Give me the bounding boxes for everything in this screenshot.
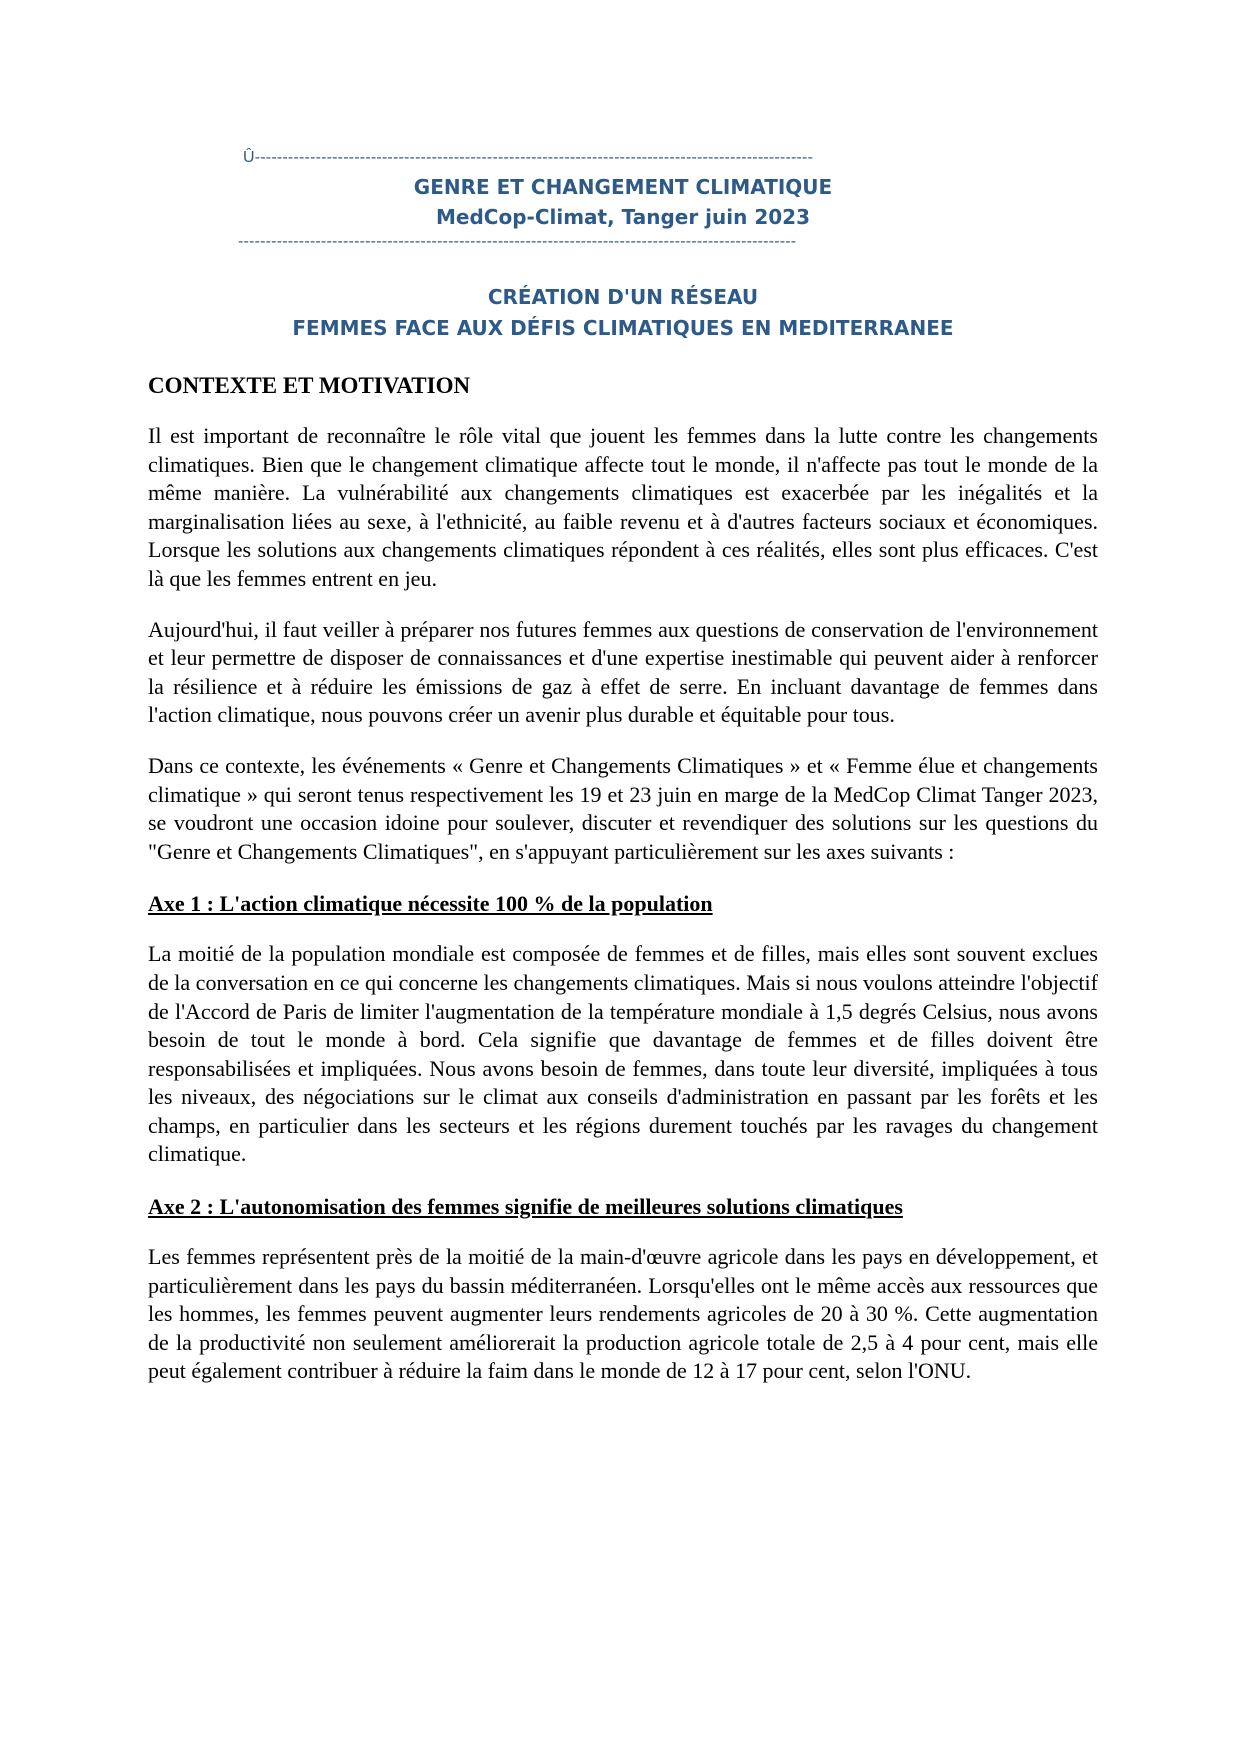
paragraph-context-1: Il est important de reconnaître le rôle vital que jouent les femmes dans la lutte contre les changements climatiques. Bien que le changement climatique affecte tout le monde, il n'affecte pas tout le monde de la même manière. La vulnérabilité aux changements climatiques est exacerbée par les inégalités et la marginalisation liées au sexe, à l'ethnicité, au faible revenu et à d'autres facteurs sociaux et économiques. Lorsque les solutions aux changements climatiques répondent à ces réalités, elles sont plus efficaces. C'est là que les femmes entrent en jeu.: [148, 423, 1098, 591]
subtitle-line-2: FEMMES FACE AUX DÉFIS CLIMATIQUES EN MEDITERRANEE: [292, 316, 954, 340]
axe-2-heading: Axe 2 : L'autonomisation des femmes signifie de meilleures solutions climatiques: [148, 1194, 903, 1220]
axe-1-heading: Axe 1 : L'action climatique nécessite 100 % de la population: [148, 891, 713, 917]
document-subtitle: [148, 282, 1098, 344]
document-page: [148, 148, 1098, 1386]
header-event: MedCop-Climat, Tanger juin 2023: [436, 205, 810, 229]
paragraph-context-3: Dans ce contexte, les événements « Genre et Changements Climatiques » et « Femme élue et changements climatique » qui seront tenus respectivement les 19 et 23 juin en marge de la MedCop Climat Tanger 2023, se voudront une occasion idoine pour soulever, discuter et revendiquer des solutions sur les questions du "Genre et Changements Climatiques", en s'appuyant particulièrement sur les axes suivants :: [148, 752, 1098, 864]
axe-2-text: Les femmes représentent près de la moitié de la main-d'œuvre agricole dans les pays en développement, et particulièrement dans les pays du bassin méditerranéen. Lorsqu'elles ont le même accès aux ressources que les hommes, les femmes peuvent augmenter leurs rendements agricoles de 20 à 30 %. Cette augmentation de la productivité non seulement améliorerait la production agricole totale de 2,5 à 4 pour cent, mais elle peut également contribuer à réduire la faim dans le monde de 12 à 17 pour cent, selon l'ONU.: [148, 1244, 1098, 1384]
subtitle-line-1: CRÉATION D'UN RÉSEAU: [487, 285, 759, 309]
header-title: GENRE ET CHANGEMENT CLIMATIQUE: [413, 175, 833, 199]
header-dash-bottom: -----------------------------------------------------------------------------------------------------: [238, 233, 797, 250]
axe-1-text: La moitié de la population mondiale est composée de femmes et de filles, mais elles sont souvent exclues de la conversation en ce qui concerne les changements climatiques. Mais si nous voulons atteindre l'objectif de l'Accord de Paris de limiter l'augmentation de la température mondiale à 1,5 degrés Celsius, nous avons besoin de tout le monde à bord. Cela signifie que davantage de femmes et de filles doivent être responsabilisées et impliquées. Nous avons besoin de femmes, dans toute leur diversité, impliquées à tous les niveaux, des négociations sur le climat aux conseils d'administration en passant par les forêts et les champs, en particulier dans les secteurs et les régions durement touchés par les ravages du changement climatique.: [148, 941, 1098, 1167]
header-dash-top: Û-----------------------------------------------------------------------------------------------------: [243, 149, 814, 166]
section-heading: CONTEXTE ET MOTIVATION: [148, 373, 471, 398]
paragraph-context-2: Aujourd'hui, il faut veiller à préparer nos futures femmes aux questions de conservation de l'environnement et leur permettre de disposer de connaissances et d'une expertise inestimable qui peuvent aider à renforcer la résilience et à réduire les émissions de gaz à effet de serre. En incluant davantage de femmes dans l'action climatique, nous pouvons créer un avenir plus durable et équitable pour tous.: [148, 616, 1098, 728]
document-header: [148, 148, 1098, 252]
